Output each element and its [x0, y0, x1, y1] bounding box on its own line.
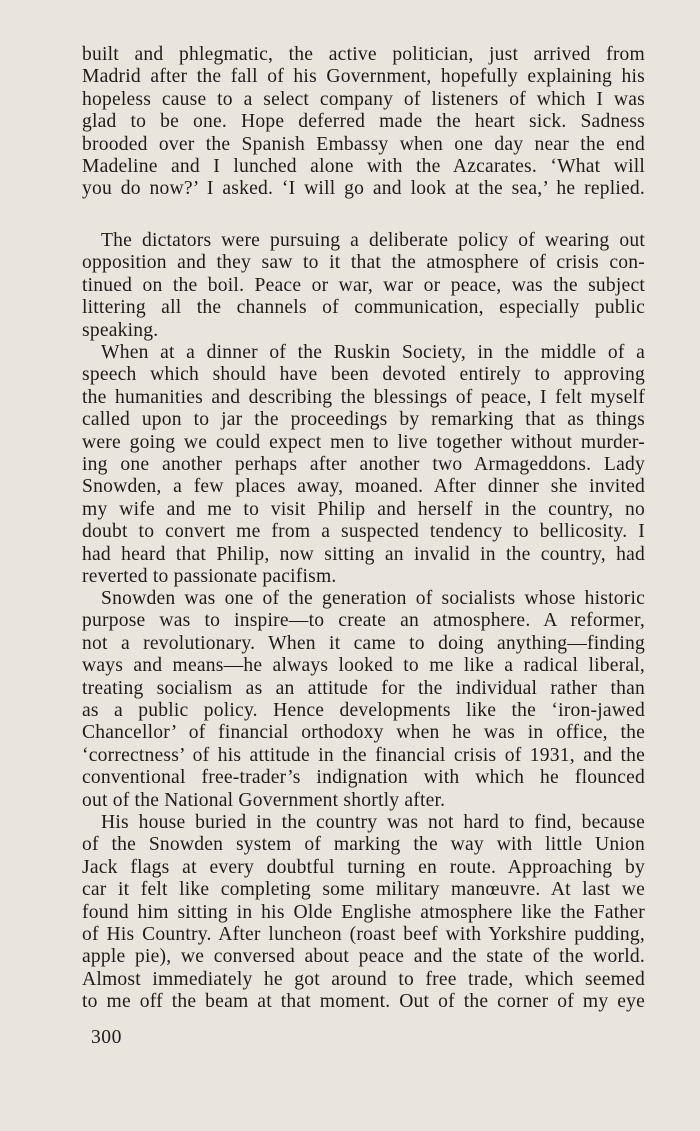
text-line: opposition and they saw to it that the atmosphere of crisis con-: [82, 252, 645, 274]
text-line: my wife and me to visit Philip and herself in the country, no: [82, 498, 645, 520]
text-line: reverted to passionate pacifism.: [82, 565, 337, 587]
text-line: of His Country. After luncheon (roast beef with Yorkshire pudding,: [82, 923, 645, 945]
text-line: conventional free-trader’s indignation with which he flounced: [82, 767, 645, 789]
text-line: Snowden was one of the generation of socialists whose historic: [101, 588, 645, 609]
paragraph-dictators: [82, 230, 645, 342]
text-line: The dictators were pursuing a deliberate policy of wearing out: [101, 230, 645, 251]
paragraph-snowden-socialist: [82, 588, 645, 812]
paragraph-snowden-house: [82, 812, 645, 1014]
text-line: to me off the beam at that moment. Out of the corner of my eye: [82, 991, 645, 1013]
text-line: Jack flags at every doubtful turning en route. Approaching by: [82, 856, 645, 878]
text-line: car it felt like completing some military manœuvre. At last we: [82, 879, 645, 901]
text-line: treating socialism as an attitude for the individual rather than: [82, 677, 645, 699]
text-line: not a revolutionary. When it came to doing anything—finding: [82, 632, 645, 654]
text-line: glad to be one. Hope deferred made the heart sick. Sadness: [82, 111, 645, 133]
paragraph-azcarate-continuation: [82, 44, 645, 201]
text-line: hopeless cause to a select company of listeners of which I was: [82, 88, 645, 110]
text-line: you do now?’ I asked. ‘I will go and look at the sea,’ he replied.: [82, 178, 645, 200]
text-line: ‘correctness’ of his attitude in the financial crisis of 1931, and the: [82, 744, 645, 766]
text-line: When at a dinner of the Ruskin Society, in the middle of a: [101, 342, 645, 363]
text-line: apple pie), we conversed about peace and the state of the world.: [82, 946, 645, 968]
text-line: speaking.: [82, 319, 159, 341]
text-line: built and phlegmatic, the active politician, just arrived from: [82, 44, 645, 65]
text-line: the humanities and describing the blessings of peace, I felt myself: [82, 386, 645, 408]
text-line: speech which should have been devoted entirely to approving: [82, 364, 645, 386]
text-line: Madeline and I lunched alone with the Azcarates. ‘What will: [82, 155, 645, 177]
text-line: of the Snowden system of marking the way with little Union: [82, 834, 645, 856]
text-line: Snowden, a few places away, moaned. After dinner she invited: [82, 476, 645, 498]
text-line: ing one another perhaps after another two Armageddons. Lady: [82, 453, 645, 475]
text-line: Almost immediately he got around to free trade, which seemed: [82, 968, 645, 990]
text-line: out of the National Government shortly after.: [82, 789, 446, 811]
text-line: His house buried in the country was not hard to find, because: [101, 812, 645, 833]
text-line: called upon to jar the proceedings by remarking that as things: [82, 409, 645, 431]
paragraph-ruskin-society: [82, 342, 645, 588]
text-line: purpose was to inspire—to create an atmosphere. A reformer,: [82, 610, 645, 632]
text-line: were going we could expect men to live together without murder-: [82, 431, 645, 453]
text-line: found him sitting in his Olde Englishe atmosphere like the Father: [82, 901, 645, 923]
page-number: 300: [91, 1027, 122, 1048]
text-line: as a public policy. Hence developments like the ‘iron-jawed: [82, 699, 645, 721]
text-line: Madrid after the fall of his Government, hopefully explaining his: [82, 66, 645, 88]
text-line: had heard that Philip, now sitting an invalid in the country, had: [82, 543, 645, 565]
text-line: brooded over the Spanish Embassy when one day near the end: [82, 133, 645, 155]
text-line: tinued on the boil. Peace or war, war or peace, was the subject: [82, 274, 645, 296]
text-line: Chancellor’ of financial orthodoxy when he was in office, the: [82, 722, 645, 744]
text-line: littering all the channels of communication, especially public: [82, 297, 645, 319]
text-line: ways and means—he always looked to me like a radical liberal,: [82, 655, 645, 677]
text-line: doubt to convert me from a suspected tendency to bellicosity. I: [82, 521, 645, 543]
